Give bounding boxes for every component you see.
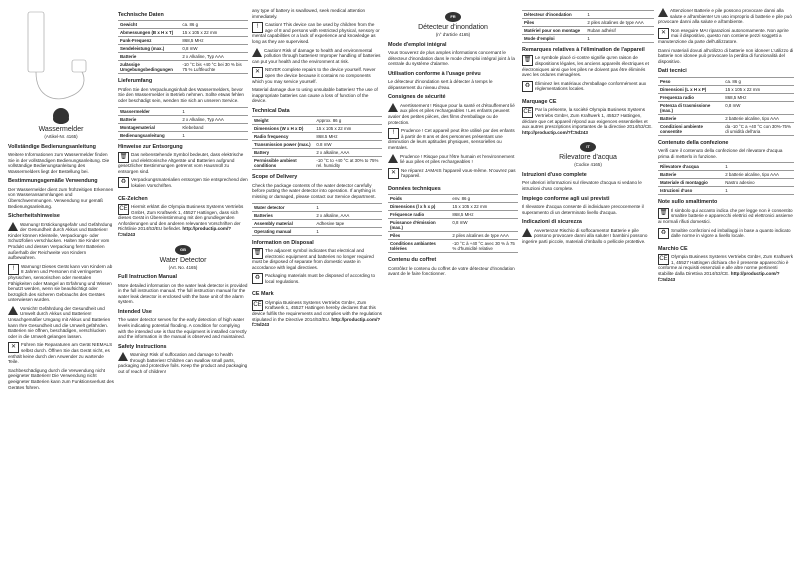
url-link[interactable]: http://productip.com/?f=5d243 bbox=[252, 316, 381, 328]
paragraph: Caution! Risk of damage to health and environmental pollution through batteries! Improper handling of batteries can put your health and the environment at risk. bbox=[252, 47, 381, 64]
table-row: Frequenza radio 868,5 MHz bbox=[658, 93, 794, 101]
paragraph: Packaging materials must be disposed of according to local regulations. bbox=[265, 273, 376, 284]
caution-icon bbox=[388, 154, 398, 163]
heading: Hinweise zur Entsorgung bbox=[118, 143, 183, 150]
paragraph: Smaltire confezioni ed imballaggi in base a quanto indicato dalle norme in vigore a livello locale. bbox=[671, 227, 791, 239]
heading: Marchio CE bbox=[658, 245, 688, 252]
product-subtitle-gb: (Art. No. 4165) bbox=[168, 264, 198, 270]
scope-table-fr bbox=[522, 10, 654, 43]
url-link[interactable]: http://productip.com/?f=5d243 bbox=[118, 226, 232, 237]
warning-icon bbox=[522, 228, 532, 237]
product-title-de: Wassermelder bbox=[38, 126, 84, 133]
heading: Technische Daten bbox=[118, 12, 164, 18]
paragraph: Das nebenstehende Symbol bedeutet, dass elektrische und elektronische Altgeräte und Batterien aufgrund gesetzlicher Bestimmungen getrennt vom Hausmüll zu entsorgen sind. bbox=[118, 152, 244, 174]
column-fr bbox=[388, 8, 518, 560]
product-title-fr: Détecteur d'inondation bbox=[418, 24, 488, 31]
paragraph: Warnung! Dieses Gerät kann von Kindern ab 8 Jahren und Personen mit verringerten physischen, sensorischen oder mentalen Fähigkeiten oder Mangel an Erfahrung und Wissen benutzt werden, wenn sie beaufsichtigt oder bezüglich des sicheren Gebrauchs des Gerätes unterwiesen wurden. bbox=[8, 263, 113, 303]
table-row: Potenza di trasmissione (max.) 0,8 mW bbox=[658, 101, 794, 114]
paragraph: Par la présente, la société Olympia Business Systems Vertriebs GmbH, Zum Kraftwerk 1, 45527 Hattingen, déclare que cet appareil répond aux exigences essentielles et aux autres prescriptions importantes de la directive 2014/53/CE. bbox=[522, 107, 653, 130]
column-de-specs-gb bbox=[118, 8, 248, 560]
paragraph: Prüfen Sie den Verpackungsinhalt des Wassermelders, bevor Sie den Wassermelder in Betrieb nehmen. Sollte etwas fehlen oder beschädigt sein, wenden Sie sich an unseren Service. bbox=[118, 86, 244, 103]
paragraph: Prudence ! Cet appareil peut être utilisé par des enfants à partir de 8 ans et des personnes présentant une diminution de leurs aptitudes physiques, sensorielles ou mentales. bbox=[388, 128, 515, 150]
paragraph: Danni materiali dovuti all'utilizzo di batterie non idonee! L'utilizzo di batterie non idonee può provocare la perdita di funzionalità del dispositivo. bbox=[658, 47, 794, 64]
heading: Scope of Delivery bbox=[252, 174, 298, 181]
paragraph: Vorsicht! Gefährdung der Gesundheit und Umwelt durch Akkus und Batterien! Unsachgemäßer Umgang mit Akkus und Batterien kann Ihre Gesundheit und die Umwelt gefährden. Batterien nie öffnen, beschädigen, verschlucken oder in die Umwelt gelangen lassen. bbox=[8, 305, 111, 339]
heading: Vollständige Bedienungsanleitung bbox=[8, 143, 96, 150]
caution-icon bbox=[252, 48, 262, 57]
paragraph: Il simbolo qui accanto indica che per legge non è consentito smaltire batterie e apparecchi elettrici ed elettronici assieme ai normali rifiuti domestici. bbox=[658, 207, 793, 224]
url-link[interactable]: http://productip.com/?f=5d243 bbox=[522, 129, 588, 135]
tool-icon: ✕ bbox=[658, 28, 669, 39]
ce-mark-icon: CE bbox=[658, 254, 669, 265]
ce-mark-icon: CE bbox=[522, 107, 533, 118]
recycle-icon: ♻ bbox=[118, 177, 129, 188]
paragraph: Check the package contents of the water detector carefully before putting the water detector into operation. If anything is missing or damaged, please contact our Service department. bbox=[252, 182, 376, 199]
product-subtitle-de: (Artikel-Nr. 4165) bbox=[44, 134, 78, 139]
heading: Bestimmungsgemäße Verwendung bbox=[8, 178, 98, 185]
heading: Information on Disposal bbox=[252, 239, 314, 246]
table-row: Peso ca. 86 g bbox=[658, 77, 794, 85]
recycle-icon: ♻ bbox=[522, 81, 533, 92]
table-row: Radio frequency 868.5 MHz bbox=[252, 133, 382, 141]
paragraph: Olympia Business Systems Vertriebs GmbH, Zum Kraftwerk 1, 45527 Hattingen hereby declares that this device fulfils the requirements and complies with the regulations stipulated in the Directive 2014/53/EU. bbox=[252, 299, 382, 322]
table-row: Battery 2 x alkaline, AAA bbox=[252, 149, 382, 157]
paragraph: Sachbeschädigung durch die Verwendung nicht geeigneter Batterien! Die Verwendung nicht geeigneter Batterien kann zum Funktionsverlust des Gerätes führen. bbox=[8, 367, 114, 390]
heading: Full Instruction Manual bbox=[118, 274, 177, 281]
table-row: Wassermelder 1 bbox=[118, 107, 248, 115]
heading: Note sullo smaltimento bbox=[658, 199, 718, 206]
table-row: Montagematerial Klebeband bbox=[118, 123, 248, 131]
heading: Technical Data bbox=[252, 107, 290, 114]
lang-badge-fr: FR bbox=[445, 12, 461, 22]
warning-icon bbox=[388, 103, 398, 112]
heading: CE Mark bbox=[252, 291, 274, 298]
paragraph: Ne réparez JAMAIS l'appareil vous-même. N'ouvrez pas l'appareil. bbox=[401, 167, 516, 179]
lang-badge-gb: GB bbox=[175, 245, 191, 255]
table-row: Dimensions (W x H x D) 15 x 105 x 22 mm bbox=[252, 125, 382, 133]
paragraph: Contrôlez le contenu du coffret de votre détecteur d'inondation avant de le faire fonctionner. bbox=[388, 265, 515, 277]
paragraph: Attenzione! Batterie e pile possono provocare danni alla salute e all'ambiente! Un uso improprio di batterie e pile può provocare danni alla salute e all'ambiente. bbox=[658, 8, 792, 25]
paragraph: Warning! Risk of suffocation and damage to health through batteries! Children can swallow small parts, packaging and protective foils. Keep the product and packaging out of reach of children! bbox=[118, 352, 248, 374]
table-row: Conditions ambiantes tolérées -10 °C à +40 °C avec 30 % à 75 % d'humidité relative bbox=[388, 240, 518, 253]
table-row: Piles 2 piles alcalines de type AAA bbox=[522, 19, 654, 27]
product-title-gb: Water Detector bbox=[159, 256, 207, 264]
table-row: Gewicht ca. 86 g bbox=[118, 21, 248, 29]
table-row: Dimensions (l x h x p) 15 x 105 x 22 mm bbox=[388, 203, 518, 211]
paragraph: Material damage due to using unsuitable batteries! The use of inappropriate batteries can cause a loss of function of the device. bbox=[252, 87, 378, 104]
warning-icon bbox=[8, 222, 18, 231]
heading: Indicazioni di sicurezza bbox=[522, 219, 582, 226]
tool-icon: ✕ bbox=[8, 342, 19, 353]
paragraph: Il rilevatore d'acqua consente di individuare precocemente il superamento di un determinato livello d'acqua. bbox=[522, 203, 644, 215]
table-row: Puissance d'émission (max.) 0,8 mW bbox=[388, 219, 518, 232]
product-title-it: Rilevatore d'acqua bbox=[559, 154, 617, 162]
table-row: Batterie 2 x Alkaline, Typ AAA bbox=[118, 115, 248, 123]
table-row: Water detector 1 bbox=[252, 203, 382, 211]
table-row: Abmessungen (B x H x T) 15 x 105 x 22 mm bbox=[118, 29, 248, 37]
paragraph: Warnung! Erstickungsgefahr und Gefährdung der Gesundheit durch Akkus und Batterien! Kinder können Kleinteile, Verpackungs- oder Schutzfolien verschlucken. Halten Sie Kinder vom Produkt und dessen Verpackung fern! Batterien außerhalb der Reichweite von Kindern aufbewahren. bbox=[8, 221, 113, 261]
recycle-icon: ♻ bbox=[252, 273, 263, 284]
table-row: Matériel pour son montage Ruban adhésif bbox=[522, 27, 654, 35]
heading: Intended Use bbox=[118, 308, 152, 315]
ce-mark-icon: CE bbox=[252, 300, 263, 311]
tool-icon: ✕ bbox=[388, 168, 399, 179]
paragraph: Prudence ! Risque pour l'être humain et l'environnement lié aux piles et piles rechargeables ! bbox=[400, 153, 515, 165]
table-row: zulässige Umgebungsbedingungen -10 °C bis +40 °C bei 30 % bis 75 % Luftfeuchte bbox=[118, 61, 248, 74]
url-link[interactable]: http://productip.com/?f=5d243 bbox=[658, 270, 780, 282]
heading: Remarques relatives à l'élimination de l'appareil bbox=[522, 47, 645, 53]
heading: Données techniques bbox=[388, 185, 441, 192]
table-row: Batterie 2 x Alkaline, Typ AAA bbox=[118, 53, 248, 61]
info-icon: ! bbox=[8, 264, 19, 275]
table-row: Permissible ambient conditions -10 °C to +40 °C at 30% to 75% rel. humidity bbox=[252, 157, 382, 170]
heading: Lieferumfang bbox=[118, 78, 153, 85]
paragraph: Verpackungsmaterialien entsorgen Sie entsprechend den lokalen Vorschriften. bbox=[131, 177, 248, 188]
lang-badge-it: IT bbox=[580, 142, 596, 152]
table-row: Sendeleistung (max.) 0,8 mW bbox=[118, 45, 248, 53]
paragraph: NEVER complete repairs to the device yourself. Never open the device because it contains no components which you may service yourself. bbox=[252, 67, 376, 84]
spec-table-it bbox=[658, 77, 794, 136]
tool-icon: ✕ bbox=[252, 67, 263, 78]
column-gb bbox=[252, 8, 382, 560]
scope-table-it bbox=[658, 162, 794, 195]
table-row: Détecteur d'inondation 1 bbox=[522, 11, 654, 19]
table-row: Istruzioni d'uso 1 bbox=[658, 187, 794, 195]
table-row: Condizioni ambiente consentite da -10 °C a +40 °C con 30%-75% di umidità dell'aria bbox=[658, 122, 794, 135]
spec-table-de bbox=[118, 20, 248, 74]
scope-table-gb bbox=[252, 203, 382, 236]
table-row: Assembly material Adhesive tape bbox=[252, 219, 382, 227]
paragraph: Weitere Informationen zum Wassermelder finden Sie in der vollständigen Bedienungsanleitung. Die vollständige Bedienungsanleitung des Wassermelders liegt der Bestellung bei. bbox=[8, 152, 110, 174]
heading: Contenu du coffret bbox=[388, 257, 437, 264]
heading: Marquage CE bbox=[522, 98, 557, 105]
spec-table-fr bbox=[388, 194, 518, 253]
table-row: Transmission power (max.) 0.8 mW bbox=[252, 141, 382, 149]
heading: Utilisation conforme à l'usage prévu bbox=[388, 70, 481, 77]
paragraph: Non eseguire MAI riparazioni autonomamente. Non aprire mai il dispositivo, questo non contiene pezzi soggetti a manutenzione da parte dell'utilizzatore. bbox=[658, 27, 789, 44]
paragraph: Caution! This device can be used by children from the age of 8 and persons with restricted physical, sensory or mental capabilities or a lack of experience and knowledge as long as they are supervised. bbox=[252, 22, 380, 44]
table-row: Batterie 2 batterie alcaline, tipo AAA bbox=[658, 171, 794, 179]
heading: Consignes de sécurité bbox=[388, 94, 446, 101]
table-row: Batterie 2 batterie alcaline, tipo AAA bbox=[658, 114, 794, 122]
paragraph: Hiermit erklärt die Olympia Business Systems Vertriebs GmbH, Zum Kraftwerk 1, 45527 Hattingen, dass sich dieses Gerät in Übereinstimmung mit den grundlegenden Anforderungen und den anderen relevanten Vorschriften der Richtlinie 2014/53/EU befindet. bbox=[118, 203, 244, 232]
wheelie-bin-icon: 🗑 bbox=[658, 208, 669, 219]
table-row: Piles 2 piles alcalines de type AAA bbox=[388, 232, 518, 240]
caution-icon bbox=[8, 306, 18, 315]
heading: CE-Zeichen bbox=[118, 195, 148, 202]
table-row: Batteries 2 x alkaline, AAA bbox=[252, 211, 382, 219]
wheelie-bin-icon: 🗑 bbox=[252, 248, 263, 259]
water-detector-illustration bbox=[26, 8, 96, 128]
paragraph: Éliminez les matériaux d'emballage conformément aux réglementations locales. bbox=[535, 80, 647, 92]
spec-table-gb bbox=[252, 116, 382, 170]
caution-icon bbox=[658, 8, 668, 17]
ce-mark-icon: CE bbox=[118, 204, 129, 215]
table-row: Poids env. 86 g bbox=[388, 195, 518, 203]
heading: Safety Instructions bbox=[118, 343, 167, 350]
paragraph: Le symbole placé ci-contre signifie qu'en raison de dispositions légales, les anciens appareils électriques et électroniques ainsi que les piles ne doivent pas être éliminés avec les ordures ménagères. bbox=[522, 55, 649, 78]
column-fr-it bbox=[522, 8, 654, 560]
heading: Contenuto della confezione bbox=[658, 139, 729, 146]
paragraph: The adjacent symbol indicates that electrical and electronic equipment and batteries no longer required must be disposed of separate from domestic waste in accordance with legal directives. bbox=[252, 247, 374, 270]
info-icon: ! bbox=[388, 128, 399, 139]
water-detector-drawing bbox=[26, 8, 96, 128]
table-row: Operating manual 1 bbox=[252, 227, 382, 235]
table-row: Funk-Frequenz 868,5 MHz bbox=[118, 37, 248, 45]
table-row: Mode d'emploi 1 bbox=[522, 35, 654, 43]
wheelie-bin-icon: 🗑 bbox=[522, 55, 533, 66]
column-de-intro bbox=[8, 8, 114, 560]
table-row: Rilevatore d'acqua 1 bbox=[658, 163, 794, 171]
paragraph: any type of battery is swallowed, seek medical attention immediately. bbox=[252, 8, 366, 19]
paragraph: Der Wassermelder dient zum frühzeitigen Erkennen von Wasseransammlungen und Überschwemmungen. Verwendung nur gemäß Bedienungsanleitung. bbox=[8, 186, 114, 209]
paragraph: The water detector serves for the early detection of high water levels indicating potential flooding. A condition for complying with the intended use is that the equipment is installed correctly and the information in the manual is observed and maintained. bbox=[118, 317, 247, 340]
table-row: Weight Approx. 86 g bbox=[252, 117, 382, 125]
heading: Sicherheitshinweise bbox=[8, 213, 60, 220]
table-row: Fréquence radio 868,5 MHz bbox=[388, 211, 518, 219]
heading: Impiego conforme agli usi previsti bbox=[522, 195, 610, 202]
recycle-icon: ♻ bbox=[658, 228, 669, 239]
wheelie-bin-icon: 🗑 bbox=[118, 152, 129, 163]
paragraph: Per ulteriori informazioni sul rilevatore d'acqua si vedano le istruzioni d'uso complete. bbox=[522, 180, 642, 191]
paragraph: Vous trouverez de plus amples informations concernant le détecteur d'inondation dans le mode d'emploi intégral joint à la centrale du système d'alarme. bbox=[388, 50, 515, 67]
table-row: Materiale di montaggio Nastro adesivo bbox=[658, 179, 794, 187]
table-row: Dimensioni (L x H x P) 15 x 105 x 22 mm bbox=[658, 85, 794, 93]
paragraph: Olympia Business Systems Vertriebs GmbH, Zum Kraftwerk 1, 45527 Hattingen dichiara che il presente apparecchio è conforme ai requisiti essenziali e alle altre norme pertinenti stabilite dalla Direttiva 2014/53/CE. bbox=[658, 254, 794, 276]
heading: Dati tecnici bbox=[658, 68, 687, 75]
paragraph: Le détecteur d'inondation sert à détecter à temps le dépassement du niveau d'eau. bbox=[388, 79, 493, 90]
product-subtitle-it: (Codice 4165) bbox=[574, 162, 602, 168]
paragraph: Führen Sie Reparaturen am Gerät NIEMALS selbst durch. Öffnen Sie das Gerät nicht, es enthält keine durch den Anwender zu wartende Teile. bbox=[8, 342, 113, 365]
column-it bbox=[658, 8, 794, 560]
table-row: Bedienungsanleitung 1 bbox=[118, 131, 248, 139]
paragraph: Verifi care il contenuto della confezione del rilevatore d'acqua prima di metterlo in funzione. bbox=[658, 148, 783, 159]
warning-icon bbox=[118, 352, 128, 361]
paragraph: More detailed information on the water leak detector is provided in the full instruction manual. The full instruction manual for the water leak detector is enclosed with the base unit of the alarm system. bbox=[118, 282, 248, 305]
paragraph: Avertissement ! Risque pour la santé et d'étouffement lié aux piles et piles rechargeables ! Les enfants peuvent avaler des petites pièces, des films d'emballage ou de protection. bbox=[388, 102, 515, 125]
heading: Mode d'emploi intégral bbox=[388, 41, 447, 48]
heading: Istruzioni d'uso complete bbox=[522, 171, 587, 178]
scope-table-de bbox=[118, 107, 248, 140]
info-icon: ! bbox=[252, 22, 263, 33]
paragraph: Avvertenza! Rischio di soffocamento! Batterie e pile possono provocare danni alla salute! I bambini possono ingerire parti piccole, materiali d'imballo o pellicole protettive. bbox=[522, 227, 648, 244]
product-subtitle-fr: (n° d'article 4165) bbox=[435, 32, 471, 37]
